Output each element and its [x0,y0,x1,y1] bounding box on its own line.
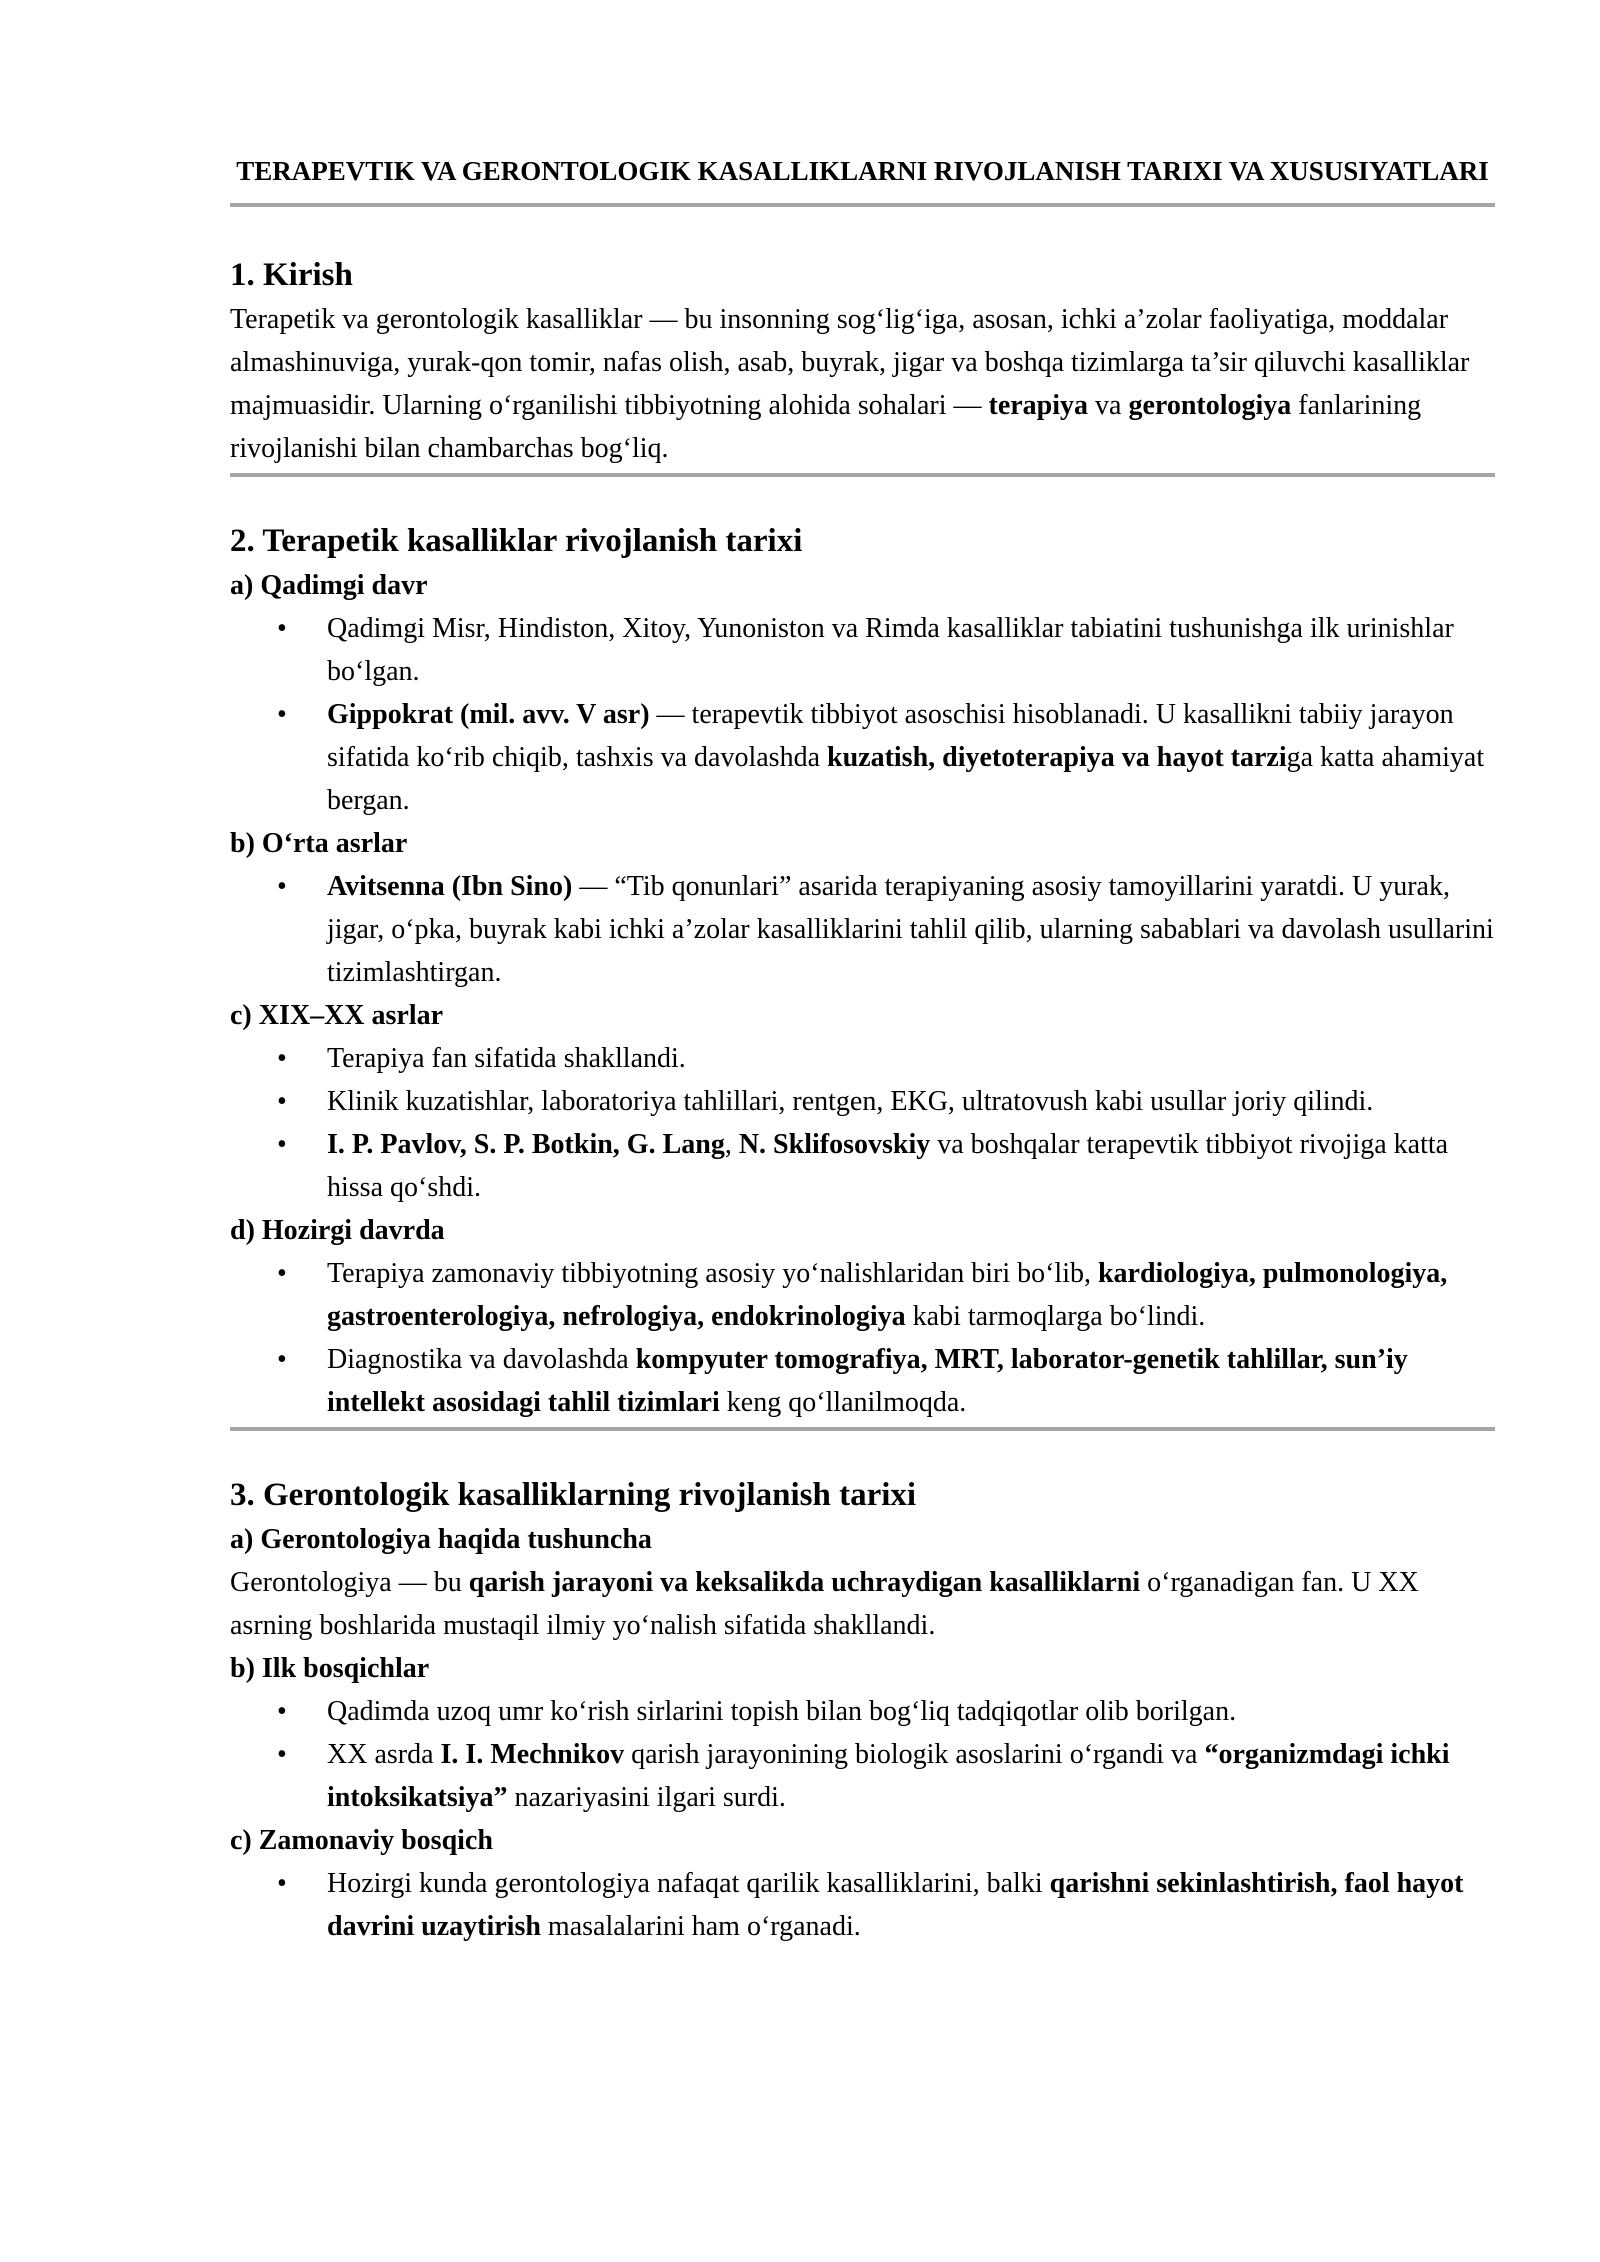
bullet-icon: • [277,1086,287,1117]
subsection-heading: c) XIX–XX asrlar [230,1000,444,1031]
section-heading: 2. Terapetik kasalliklar rivojlanish tarixi [230,523,803,559]
bullet-icon: • [277,1258,287,1289]
section-heading: 3. Gerontologik kasalliklarning rivojlanish tarixi [230,1477,917,1513]
subsection-heading: a) Gerontologiya haqida tushuncha [230,1524,652,1555]
bullet-icon: • [277,1344,287,1375]
list-item: • I. P. Pavlov, S. P. Botkin, G. Lang, N. Sklifosovskiy va boshqalar terapevtik tibbiyot rivojiga katta hissa qo‘shdi. [230,1123,1495,1209]
bullet-icon: • [277,1696,287,1727]
list-item: • Hozirgi kunda gerontologiya nafaqat qarilik kasalliklarini, balki qarishni sekinlashtirish, faol hayot davrini uzaytirish masalalarini ham o‘rganadi. [230,1862,1495,1948]
section-therapeutic-history [230,518,1495,1431]
section-introduction [230,252,1495,477]
paragraph: Terapetik va gerontologik kasalliklar — bu insonning sog‘lig‘iga, asosan, ichki a’zolar faoliyatiga, moddalar almashinuviga, yurak-qon tomir, nafas olish, asab, buyrak, jigar va boshqa tizimlarga ta’sir qiluvchi kasalliklar majmuasidir. Ularning o‘rganilishi tibbiyotning alohida sohalari — terapiya va gerontologiya fanlarining rivojlanishi bilan chambarchas bog‘liq. [230,304,1470,464]
section-gerontology-history [230,1472,1495,1951]
bullet-list [230,1037,1495,1209]
subsection-heading: b) Ilk bosqichlar [230,1653,430,1684]
subsection-heading: a) Qadimgi davr [230,570,428,601]
list-item: • Qadimda uzoq umr ko‘rish sirlarini topish bilan bog‘liq tadqiqotlar olib borilgan. [230,1690,1495,1733]
bullet-list [230,865,1495,994]
subsection-heading: d) Hozirgi davrda [230,1215,445,1246]
document-page [230,0,1495,1951]
document-title: TERAPEVTIK VA GERONTOLOGIK KASALLIKLARNI RIVOJLANISH TARIXI VA XUSUSIYATLARI [230,150,1495,207]
bullet-icon: • [277,871,287,902]
bullet-icon: • [277,1868,287,1899]
list-item: • Terapiya fan sifatida shakllandi. [230,1037,1495,1080]
list-item: • Gippokrat (mil. avv. V asr) — terapevtik tibbiyot asoschisi hisoblanadi. U kasallikni tabiiy jarayon sifatida ko‘rib chiqib, tashxis va davolashda kuzatish, diyetoterapiya va hayot tarziga katta ahamiyat bergan. [230,693,1495,822]
bullet-list [230,607,1495,822]
list-item: • XX asrda I. I. Mechnikov qarish jarayonining biologik asoslarini o‘rgandi va “organizmdagi ichki intoksikatsiya” nazariyasini ilgari surdi. [230,1733,1495,1819]
list-item: • Diagnostika va davolashda kompyuter tomografiya, MRT, laborator-genetik tahlillar, sun’iy intellekt asosidagi tahlil tizimlari keng qo‘llanilmoqda. [230,1338,1495,1424]
bullet-icon: • [277,1739,287,1770]
subsection-heading: b) O‘rta asrlar [230,828,408,859]
bullet-list [230,1690,1495,1819]
list-item: • Terapiya zamonaviy tibbiyotning asosiy yo‘nalishlaridan biri bo‘lib, kardiologiya, pulmonologiya, gastroenterologiya, nefrologiya, endokrinologiya kabi tarmoqlarga bo‘lindi. [230,1252,1495,1338]
list-item: • Klinik kuzatishlar, laboratoriya tahlillari, rentgen, EKG, ultratovush kabi usullar joriy qilindi. [230,1080,1495,1123]
bullet-icon: • [277,699,287,730]
bullet-icon: • [277,1043,287,1074]
section-heading: 1. Kirish [230,257,353,293]
bullet-list [230,1252,1495,1424]
list-item: • Avitsenna (Ibn Sino) — “Tib qonunlari” asarida terapiyaning asosiy tamoyillarini yaratdi. U yurak, jigar, o‘pka, buyrak kabi ichki a’zolar kasalliklarini tahlil qilib, ularning sabablari va davolash usullarini tizimlashtirgan. [230,865,1495,994]
paragraph: Gerontologiya — bu qarish jarayoni va keksalikda uchraydigan kasalliklarni o‘rganadigan fan. U XX asrning boshlarida mustaqil ilmiy yo‘nalish sifatida shakllandi. [230,1567,1419,1641]
bullet-icon: • [277,613,287,644]
bullet-icon: • [277,1129,287,1160]
subsection-heading: c) Zamonaviy bosqich [230,1825,493,1856]
bullet-list [230,1862,1495,1948]
list-item: • Qadimgi Misr, Hindiston, Xitoy, Yunoniston va Rimda kasalliklar tabiatini tushunishga ilk urinishlar bo‘lgan. [230,607,1495,693]
